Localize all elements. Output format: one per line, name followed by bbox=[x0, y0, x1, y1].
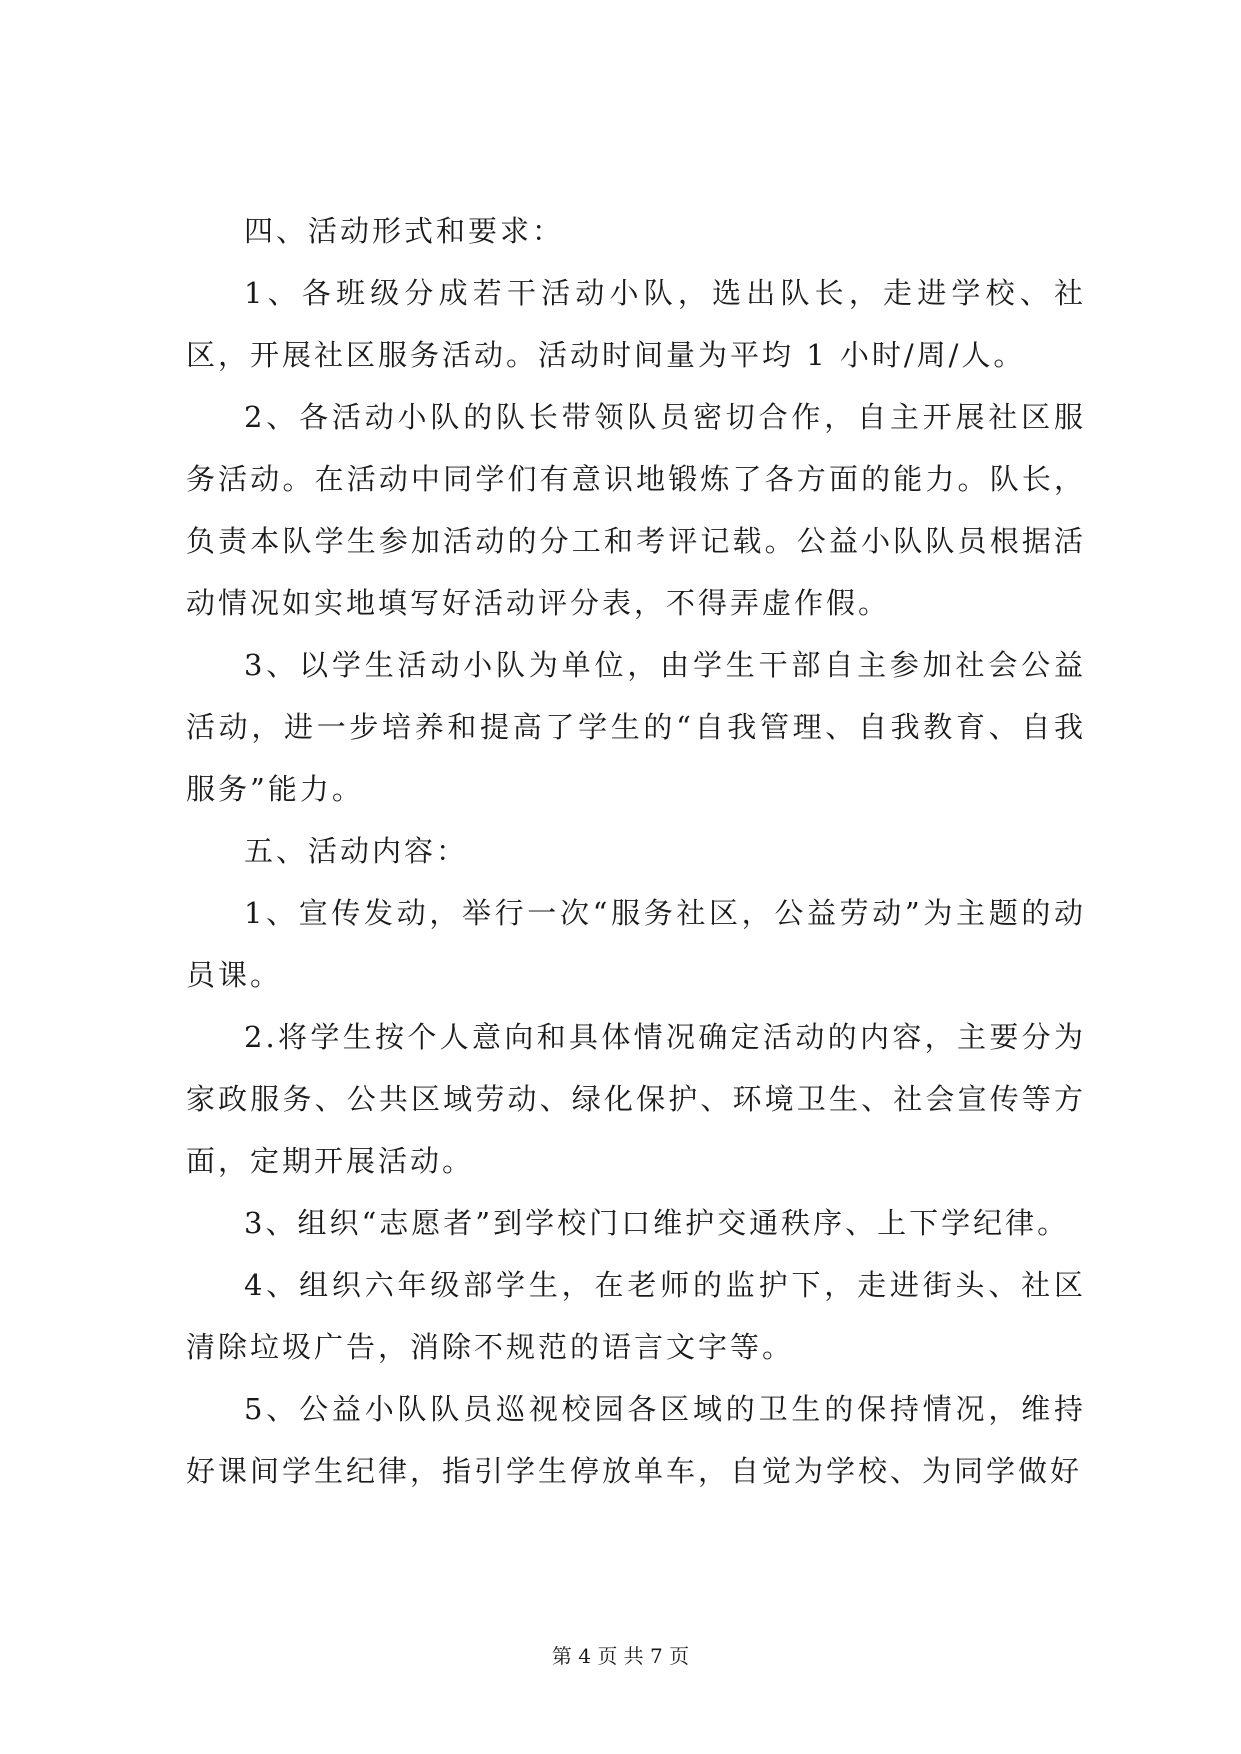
paragraph: 2、各活动小队的队长带领队员密切合作，自主开展社区服务活动。在活动中同学们有意识地锻炼了各方面的能力。队长，负责本队学生参加活动的分工和考评记载。公益小队队员根据活动情况如实地填写好活动评分表，不得弄虚作假。 bbox=[186, 400, 1086, 620]
section-heading-forms: 四、活动形式和要求： bbox=[244, 214, 565, 248]
document-body bbox=[186, 200, 1086, 1502]
paragraph: 3、组织“志愿者”到学校门口维护交通秩序、上下学纪律。 bbox=[244, 1206, 1070, 1240]
section-heading-content: 五、活动内容： bbox=[244, 834, 469, 868]
paragraph: 1、各班级分成若干活动小队，选出队长，走进学校、社区，开展社区服务活动。活动时间量为平均 1 小时/周/人。 bbox=[186, 276, 1086, 372]
paragraph: 4、组织六年级部学生，在老师的监护下，走进街头、社区清除垃圾广告，消除不规范的语言文字等。 bbox=[186, 1268, 1086, 1364]
paragraph: 3、以学生活动小队为单位，由学生干部自主参加社会公益活动，进一步培养和提高了学生的“自我管理、自我教育、自我服务”能力。 bbox=[186, 648, 1086, 806]
paragraph: 5、公益小队队员巡视校园各区域的卫生的保持情况，维持好课间学生纪律，指引学生停放单车，自觉为学校、为同学做好 bbox=[186, 1392, 1086, 1488]
page-number-footer: 第 4 页 共 7 页 bbox=[551, 1644, 690, 1668]
paragraph: 2.将学生按个人意向和具体情况确定活动的内容，主要分为家政服务、公共区域劳动、绿化保护、环境卫生、社会宣传等方面，定期开展活动。 bbox=[186, 1020, 1086, 1178]
paragraph: 1、宣传发动，举行一次“服务社区，公益劳动”为主题的动员课。 bbox=[186, 896, 1086, 992]
